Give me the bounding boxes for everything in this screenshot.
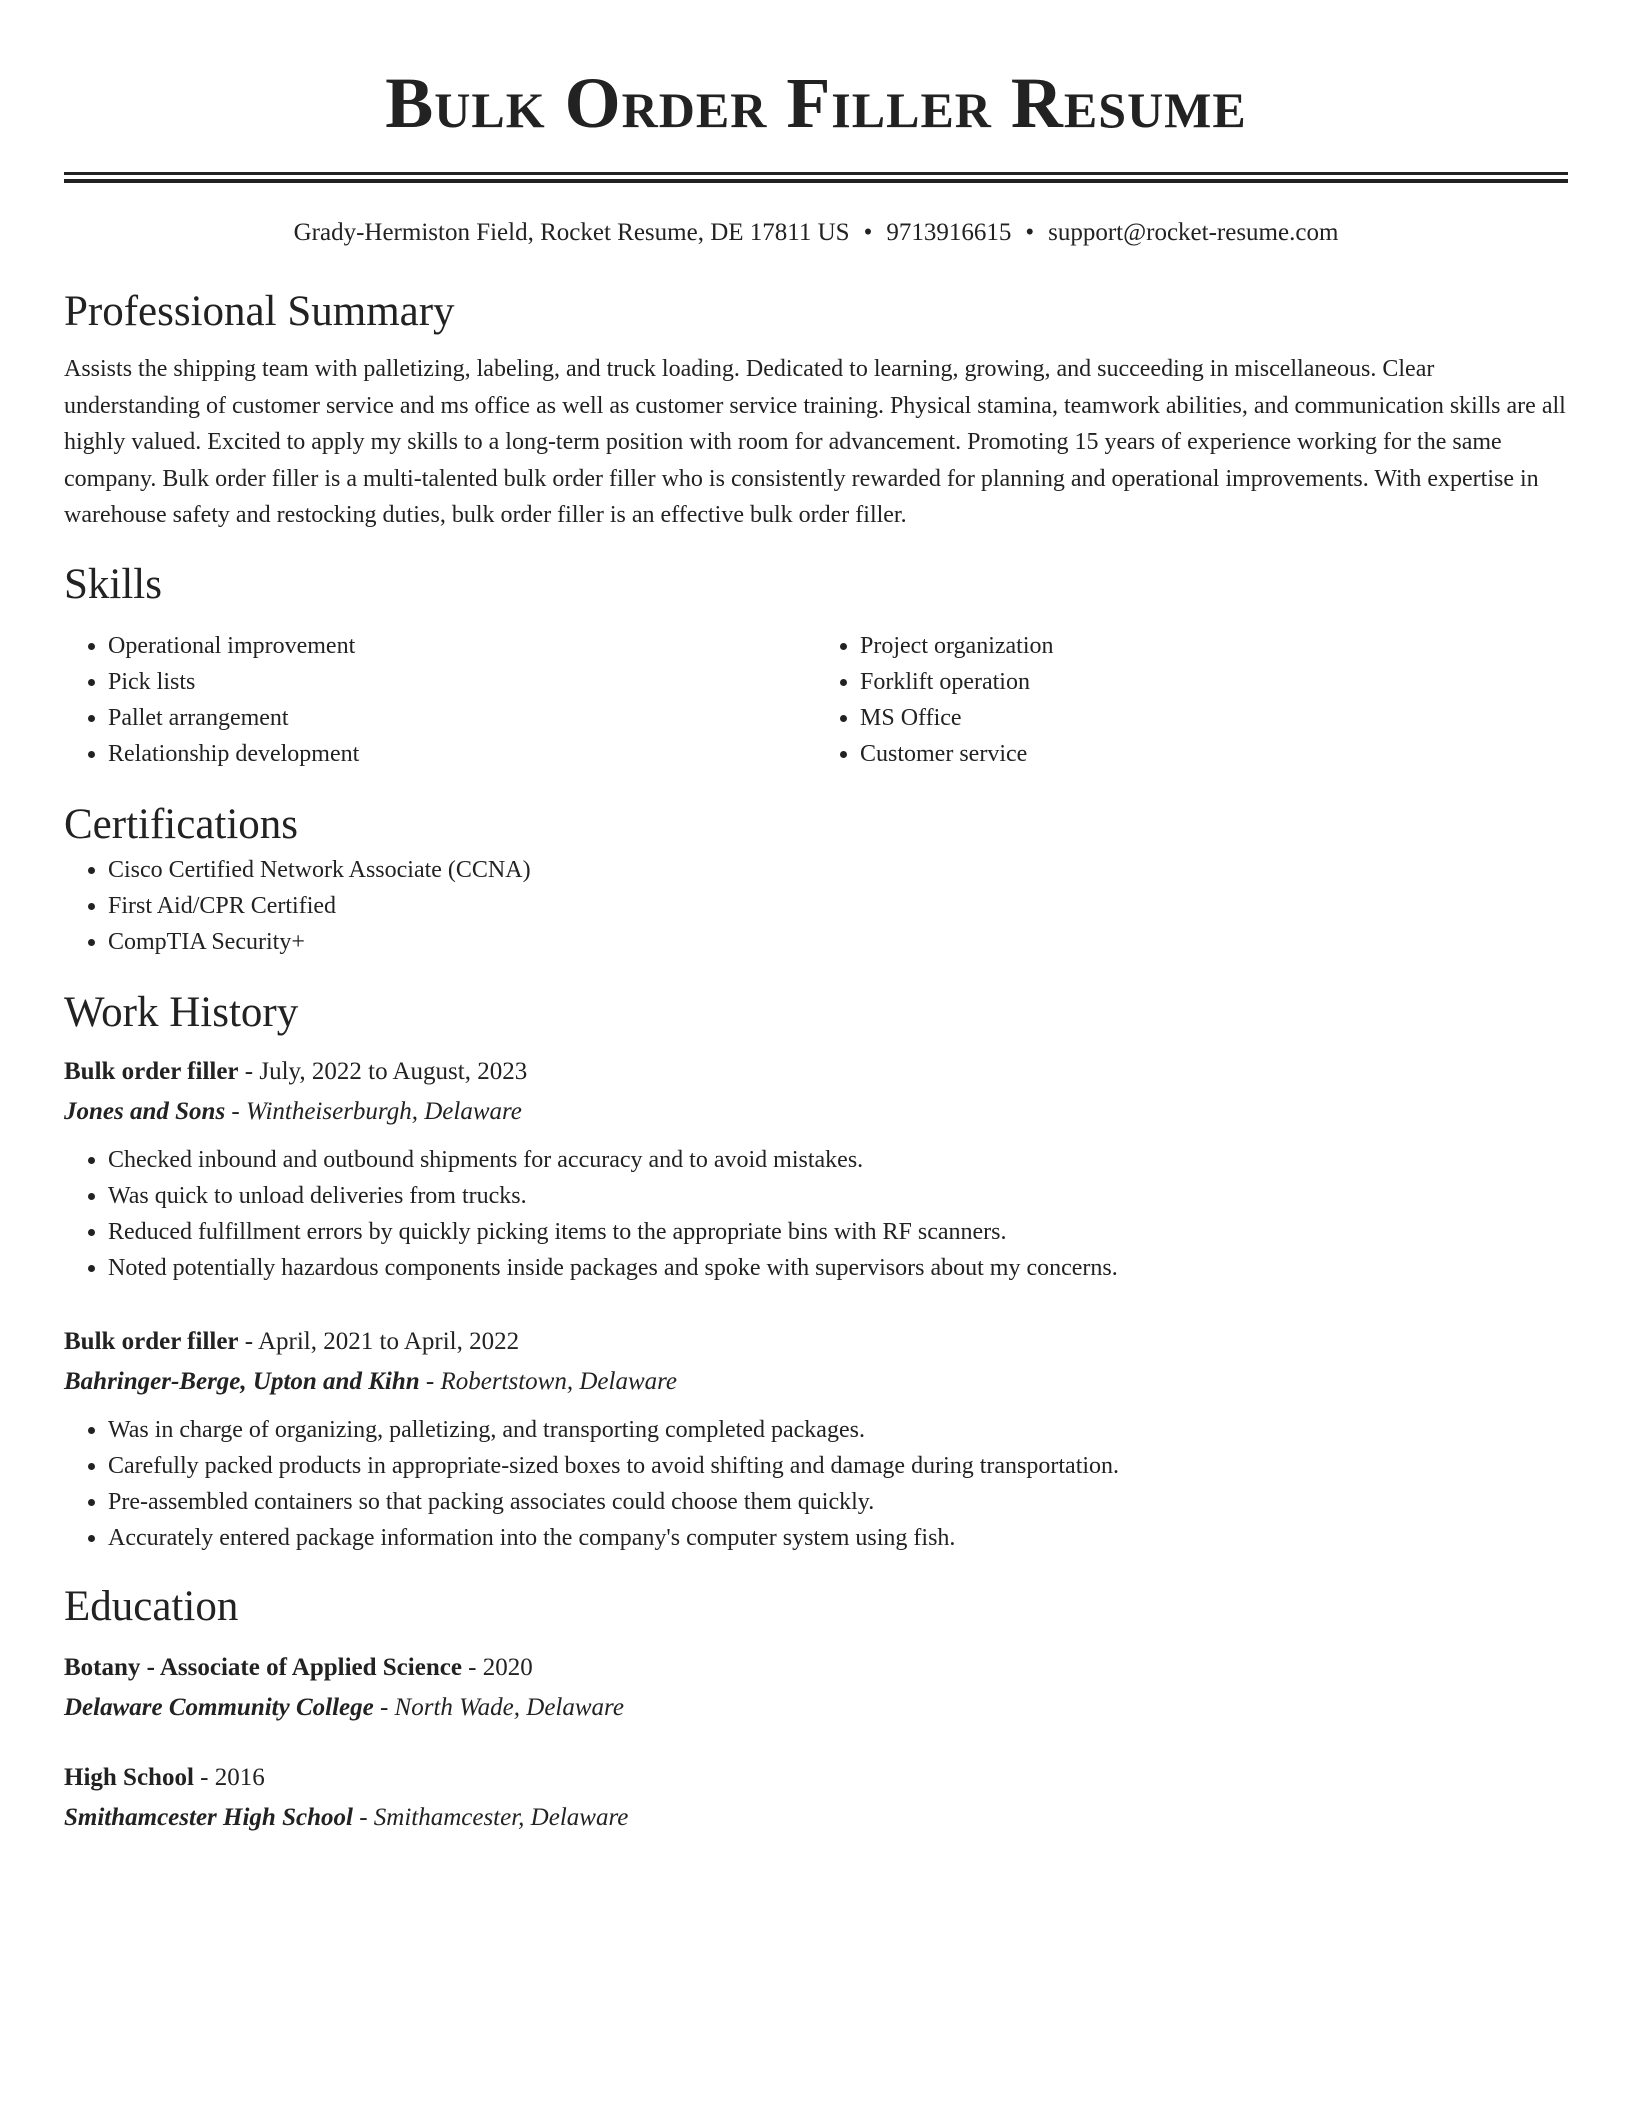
job-duty-item: • Checked inbound and outbound shipments for accuracy and to avoid mistakes.: [108, 1142, 1568, 1178]
contact-email: support@rocket-resume.com: [1048, 219, 1339, 246]
education-institution: [64, 1688, 1568, 1728]
contact-line: [64, 217, 1568, 249]
summary-text: Assists the shipping team with palletizing, labeling, and truck loading. Dedicated to learning, growing, and succeeding in miscellaneous. Clear understanding of customer service and ms office as well as customer service training. Physical stamina, teamwork abilities, and communication skills are all highly valued. Excited to apply my skills to a long-term position with room for advancement. Promoting 15 years of experience working for the same company. Bulk order filler is a multi-talented bulk order filler who is consistently rewarded for planning and operational improvements. With expertise in warehouse safety and restocking duties, bulk order filler is an effective bulk order filler.: [64, 356, 1566, 528]
education-location: - North Wade, Delaware: [373, 1693, 624, 1721]
job-company: Bahringer-Berge, Upton and Kihn: [64, 1367, 420, 1395]
title-divider: [64, 172, 1568, 183]
certifications-heading: Certifications: [64, 800, 299, 848]
job-location: - Robertstown, Delaware: [419, 1367, 678, 1395]
job-duty-item: • Was in charge of organizing, palletizing, and transporting completed packages.: [108, 1412, 1568, 1448]
job-duty-item: • Noted potentially hazardous components inside packages and spoke with supervisors about my concerns.: [108, 1250, 1568, 1286]
work-history-heading: Work History: [64, 988, 299, 1036]
job-entry: [64, 1322, 1568, 1556]
job-dates: - July, 2022 to August, 2023: [238, 1057, 528, 1085]
contact-phone: 9713916615: [886, 219, 1012, 246]
skills-heading: Skills: [64, 560, 162, 608]
education-institution: [64, 1798, 1568, 1838]
skills-column-left: [64, 628, 816, 772]
job-duty-item: • Carefully packed products in appropriate-sized boxes to avoid shifting and damage during transportation.: [108, 1448, 1568, 1484]
job-role: Bulk order filler: [64, 1327, 239, 1355]
job-duties: [64, 1412, 1568, 1556]
education-entry: [64, 1648, 1568, 1728]
job-employer: [64, 1092, 1568, 1132]
resume-title: Bulk Order Filler Resume: [385, 63, 1247, 143]
education-year: - 2016: [193, 1763, 265, 1791]
skill-item: • Pick lists: [108, 664, 816, 700]
contact-separator: •: [1025, 219, 1035, 246]
job-dates: - April, 2021 to April, 2022: [238, 1327, 520, 1355]
certification-item: • Cisco Certified Network Associate (CCNA): [108, 852, 1568, 888]
education-header: [64, 1648, 1568, 1688]
education-school: Delaware Community College: [64, 1693, 374, 1721]
job-duty-item: • Accurately entered package information into the company's computer system using fish.: [108, 1520, 1568, 1556]
job-duties: [64, 1142, 1568, 1286]
skill-item: • Pallet arrangement: [108, 700, 816, 736]
skill-item: • Forklift operation: [860, 664, 1568, 700]
job-role: Bulk order filler: [64, 1057, 239, 1085]
job-header: [64, 1052, 1568, 1092]
education-degree: Botany - Associate of Applied Science: [64, 1653, 462, 1681]
job-company: Jones and Sons: [64, 1097, 226, 1125]
skill-item: • Relationship development: [108, 736, 816, 772]
education-entry: [64, 1758, 1568, 1838]
education-degree: High School: [64, 1763, 194, 1791]
education-location: - Smithamcester, Delaware: [352, 1803, 629, 1831]
contact-address: Grady-Hermiston Field, Rocket Resume, DE 17811 US: [293, 219, 850, 246]
job-duty-item: • Was quick to unload deliveries from trucks.: [108, 1178, 1568, 1214]
certification-item: • First Aid/CPR Certified: [108, 888, 1568, 924]
job-entry: [64, 1052, 1568, 1286]
job-header: [64, 1322, 1568, 1362]
certifications-list: [64, 852, 1568, 960]
summary-heading: Professional Summary: [64, 288, 455, 335]
skills-column-right: [816, 628, 1568, 772]
job-location: - Wintheiserburgh, Delaware: [225, 1097, 522, 1125]
certification-item: • CompTIA Security+: [108, 924, 1568, 960]
job-duty-item: • Reduced fulfillment errors by quickly picking items to the appropriate bins with RF scanners.: [108, 1214, 1568, 1250]
skill-item: • MS Office: [860, 700, 1568, 736]
job-employer: [64, 1362, 1568, 1402]
education-year: - 2020: [461, 1653, 533, 1681]
education-header: [64, 1758, 1568, 1798]
education-heading: Education: [64, 1582, 239, 1630]
skill-item: • Operational improvement: [108, 628, 816, 664]
skills-list: [64, 628, 1568, 772]
contact-separator: •: [863, 219, 873, 246]
skill-item: • Customer service: [860, 736, 1568, 772]
skill-item: • Project organization: [860, 628, 1568, 664]
job-duty-item: • Pre-assembled containers so that packing associates could choose them quickly.: [108, 1484, 1568, 1520]
education-school: Smithamcester High School: [64, 1803, 353, 1831]
